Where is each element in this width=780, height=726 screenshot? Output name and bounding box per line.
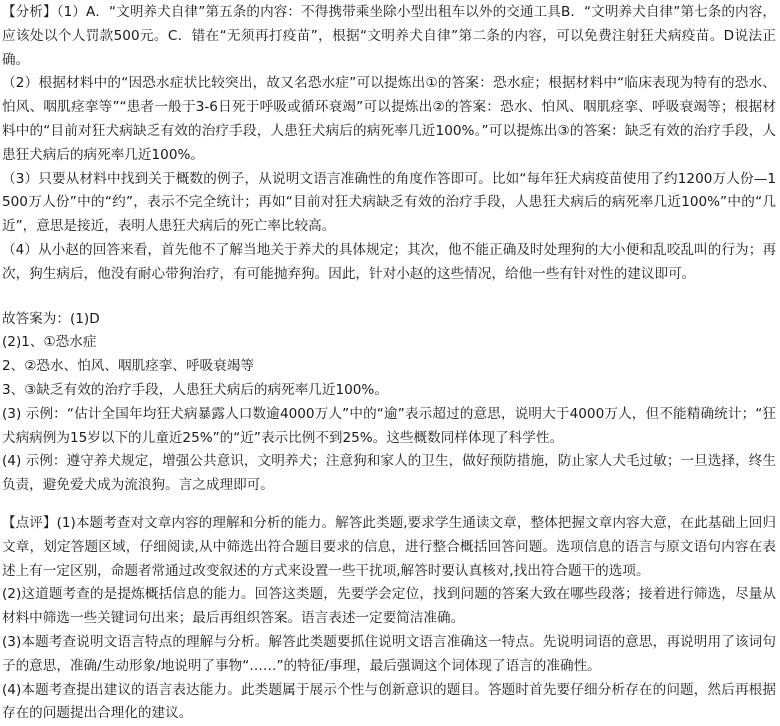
analysis-part-3: （3）只要从材料中找到关于概数的例子，从说明文语言准确性的角度作答即可。比如“每年狂犬病疫苗使用了约1200万人份—1500万人份”中的“约”，表示不完全统计；再如“目前对狂犬病缺乏有效的治疗手段，人患狂犬病后的病死率几近100%”中的“几近”，意思是接近，表明人患狂犬病后的死亡率比较高。 xyxy=(2,170,776,235)
comment-part-1: 【点评】(1)本题考查对文章内容的理解和分析的能力。解答此类题,要求学生通读文章，整体把握文章内容大意，在此基础上回归文章，划定答题区域，仔细阅读,从中筛选出符合题目要求的信息，进行整合概括回答问题。选项信息的语言与原文语句内容在表述上有一定区别，命题者常通过改变叙述的方式来设置一些干扰项,解答时要认真核对,找出符合题干的选项。 xyxy=(2,514,776,579)
analysis-part-4: （4）从小赵的回答来看，首先他不了解当地关于养犬的具体规定；其次，他不能正确及时处理狗的大小便和乱咬乱叫的行为；再次，狗生病后，他没有耐心带狗治疗，有可能抛弃狗。因此，针对小赵的这些情况，给他一些有针对性的建议即可。 xyxy=(2,241,776,282)
answer-line-1: 故答案为：(1)D xyxy=(2,310,100,327)
analysis-part-2: （2）根据材料中的“因恐水症状比较突出，故又名恐水症”可以提炼出①的答案：恐水症；根据材料中“临床表现为特有的恐水、怕风、咽肌痉挛等”“患者一般于3-6日死于呼吸或循环衰竭”可以提炼出②的答案：恐水、怕风、咽肌痉挛、呼吸衰竭等；根据材料中的“目前对狂犬病缺乏有效的治疗手段，人患狂犬病后的病死率几近100%。”可以提炼出③的答案：缺乏有效的治疗手段，人患狂犬病后的病死率几近100%。 xyxy=(2,75,776,163)
answer-line-5: (3) 示例：“估计全国年均狂犬病暴露人口数逾4000万人”中的“逾”表示超过的意思，说明大于4000万人，但不能精确统计；“狂犬病病例为15岁以下的儿童近25%”的“近”表示比例不到25%。这些概数同样体现了科学性。 xyxy=(2,405,776,446)
analysis-section xyxy=(2,0,776,287)
comment-section xyxy=(2,512,776,726)
comment-part-2: (2)这道题考查的是提炼概括信息的能力。回答这类题，先要学会定位，找到问题的答案大致在哪些段落；接着进行筛选，尽量从材料中筛选一些关键词句出来；最后再组织答案。语言表述一定要简洁准确。 xyxy=(2,586,776,627)
analysis-part-1: 【分析】（1）A．“文明养犬自律”第五条的内容：不得携带乘坐除小型出租车以外的交通工具B．“文明养犬自律”第七条的内容，应该处以个人罚款500元。C．错在“无须再打疫苗”，根据“文明养犬自律”第二条的内容，可以免费注射狂犬病疫苗。D说法正确。 xyxy=(2,4,776,68)
comment-part-3: (3)本题考查说明文语言特点的理解与分析。解答此类题要抓住说明文语言准确这一特点。先说明词语的意思，再说明用了该词句子的意思，准确/生动形象/地说明了事物“……”的特征/事理，最后强调这个词体现了语言的准确性。 xyxy=(2,633,776,674)
answer-line-3: 2、②恐水、怕风、咽肌痉挛、呼吸衰竭等 xyxy=(2,358,254,375)
answer-line-2: (2)1、①恐水症 xyxy=(2,334,97,351)
comment-part-4: (4)本题考查提出建议的语言表达能力。此类题属于展示个性与创新意识的题目。答题时首先要仔细分析存在的问题，然后再根据存在的问题提出合理化的建议。 xyxy=(2,681,776,722)
answer-line-6: (4) 示例：遵守养犬规定，增强公共意识，文明养犬；注意狗和家人的卫生，做好预防措施，防止家人犬毛过敏；一旦选择，终生负责，避免爱犬成为流浪狗。言之成理即可。 xyxy=(2,453,776,494)
answer-section xyxy=(2,308,776,498)
answer-line-4: 3、③缺乏有效的治疗手段，人患狂犬病后的病死率几近100%。 xyxy=(2,381,388,398)
